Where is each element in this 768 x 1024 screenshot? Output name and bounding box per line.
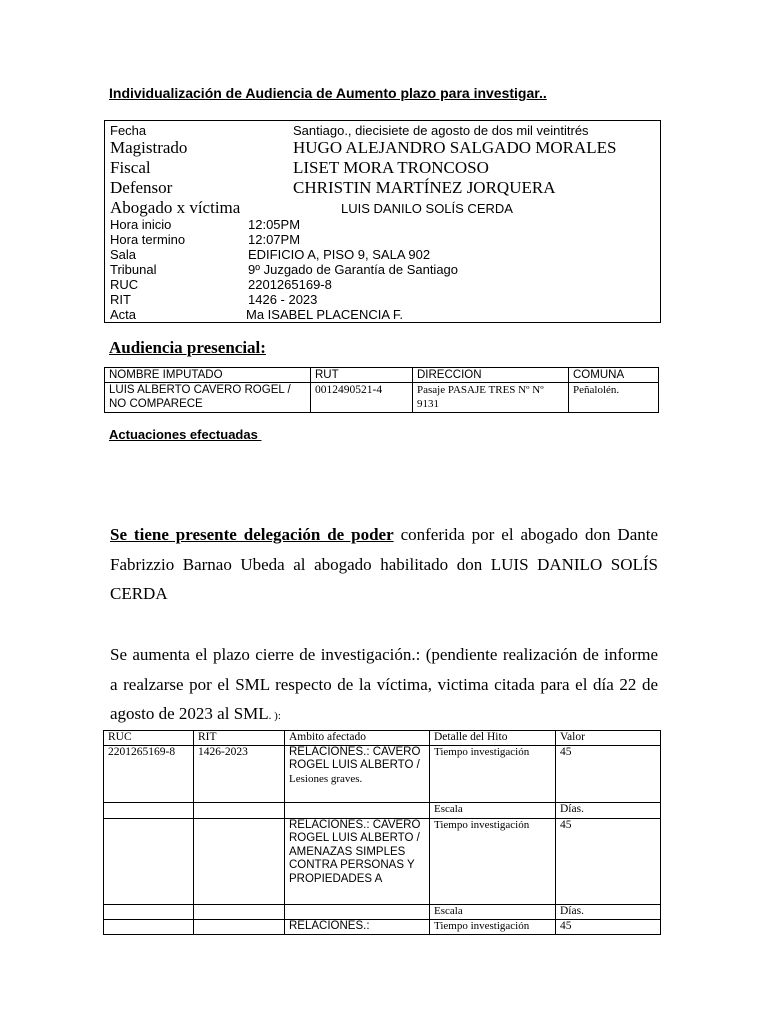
hito-valor: 45 xyxy=(556,919,661,934)
fiscal-value: LISET MORA TRONCOSO xyxy=(293,158,489,177)
acta-value: Ma ISABEL PLACENCIA F. xyxy=(246,307,404,322)
hito-empty-cell xyxy=(104,818,194,904)
header-ruc: RUC xyxy=(104,731,194,746)
hito-ruc: 2201265169-8 xyxy=(104,745,194,802)
defensor-value: CHRISTIN MARTÍNEZ JORQUERA xyxy=(293,178,556,197)
section-heading-actuaciones: Actuaciones efectuadas xyxy=(109,427,262,442)
hito-detalle: Tiempo investigación xyxy=(430,745,556,802)
hora-termino-label: Hora termino xyxy=(110,232,186,247)
imputado-nombre: LUIS ALBERTO CAVERO ROGEL / NO COMPARECE xyxy=(105,383,311,413)
abogado-label: Abogado x víctima xyxy=(110,198,241,217)
hito-escala-label: Escala xyxy=(430,904,556,919)
header-rit: RIT xyxy=(194,731,285,746)
hito-empty-cell xyxy=(194,904,285,919)
table-header-row xyxy=(105,368,659,383)
defensor-label: Defensor xyxy=(110,178,173,197)
sala-label: Sala xyxy=(110,247,137,262)
header-rut: RUT xyxy=(311,368,413,383)
rit-value: 1426 - 2023 xyxy=(248,292,318,307)
section-heading-presencial: Audiencia presencial: xyxy=(109,338,266,357)
magistrado-value: HUGO ALEJANDRO SALGADO MORALES xyxy=(293,138,617,157)
fiscal-label: Fiscal xyxy=(110,158,151,177)
hito-rit: 1426-2023 xyxy=(194,745,285,802)
hito-ambito: RELACIONES.: xyxy=(285,919,430,934)
hito-ambito xyxy=(285,745,430,802)
table-row xyxy=(104,919,661,934)
header-ambito: Ambito afectado xyxy=(285,731,430,746)
hito-empty-cell xyxy=(285,904,430,919)
hora-inicio-value: 12:05PM xyxy=(248,217,301,232)
hito-empty-cell xyxy=(104,904,194,919)
hito-ambito-main: RELACIONES.: CAVERO ROGEL LUIS ALBERTO / xyxy=(289,745,421,771)
imputado-direccion: Pasaje PASAJE TRES Nº Nº 9131 xyxy=(413,383,569,413)
ruc-label: RUC xyxy=(110,277,139,292)
hora-inicio-label: Hora inicio xyxy=(110,217,172,232)
hito-escala-label: Escala xyxy=(430,802,556,818)
hito-ambito-sub: Lesiones graves. xyxy=(289,772,363,785)
table-row xyxy=(104,818,661,904)
paragraph-body: Se aumenta el plazo cierre de investigación.: (pendiente realización de informe a realzarse por el SML respecto de la víctima, victima citada para el día 22 de agosto de 2023 al SML xyxy=(110,645,658,723)
hito-empty-cell xyxy=(194,802,285,818)
table-row xyxy=(104,745,661,802)
audiencia-header-box xyxy=(104,120,661,323)
header-nombre-imputado: NOMBRE IMPUTADO xyxy=(105,368,311,383)
tribunal-value: 9º Juzgado de Garantía de Santiago xyxy=(248,262,459,277)
header-comuna: COMUNA xyxy=(569,368,659,383)
imputado-comuna: Peñalolén. xyxy=(569,383,659,413)
hito-escala-value: Días. xyxy=(556,802,661,818)
paragraph-tail: . ): xyxy=(268,710,281,722)
sala-value: EDIFICIO A, PISO 9, SALA 902 xyxy=(248,247,431,262)
hito-valor: 45 xyxy=(556,745,661,802)
hito-detalle: Tiempo investigación xyxy=(430,919,556,934)
hito-detalle: Tiempo investigación xyxy=(430,818,556,904)
hora-termino-value: 12:07PM xyxy=(248,232,301,247)
hito-escala-value: Días. xyxy=(556,904,661,919)
hito-ambito: RELACIONES.: CAVERO ROGEL LUIS ALBERTO / AMENAZAS SIMPLES CONTRA PERSONAS Y PROPIEDADES A xyxy=(285,818,430,904)
table-header-row xyxy=(104,731,661,746)
magistrado-label: Magistrado xyxy=(110,138,188,157)
fecha-label: Fecha xyxy=(110,123,147,138)
table-row xyxy=(104,904,661,919)
header-detalle: Detalle del Hito xyxy=(430,731,556,746)
ruc-value: 2201265169-8 xyxy=(248,277,332,292)
acta-label: Acta xyxy=(110,307,137,322)
table-row xyxy=(104,802,661,818)
hito-valor: 45 xyxy=(556,818,661,904)
hito-empty-cell xyxy=(285,802,430,818)
imputado-table xyxy=(104,367,659,413)
rit-label: RIT xyxy=(110,292,131,307)
tribunal-label: Tribunal xyxy=(110,262,157,277)
paragraph-delegacion-poder xyxy=(110,520,658,609)
hito-empty-cell xyxy=(194,919,285,934)
fecha-value: Santiago., diecisiete de agosto de dos mil veintitrés xyxy=(293,123,589,138)
hito-empty-cell xyxy=(104,919,194,934)
paragraph-bold-lead: Se tiene presente delegación de poder xyxy=(110,525,394,544)
paragraph-aumento-plazo xyxy=(110,640,658,732)
table-row xyxy=(105,383,659,413)
header-valor: Valor xyxy=(556,731,661,746)
document-title: Individualización de Audiencia de Aumento plazo para investigar.. xyxy=(109,85,547,101)
hito-empty-cell xyxy=(194,818,285,904)
hito-empty-cell xyxy=(104,802,194,818)
paragraph-body: conferida por el abogado don Dante Fabrizzio Barnao Ubeda al abogado habilitado don LUIS DANILO SOLÍS CERDA xyxy=(110,525,659,603)
header-direccion: DIRECCION xyxy=(413,368,569,383)
hitos-table xyxy=(103,730,661,935)
imputado-rut: 0012490521-4 xyxy=(311,383,413,413)
abogado-value: LUIS DANILO SOLÍS CERDA xyxy=(341,201,513,216)
